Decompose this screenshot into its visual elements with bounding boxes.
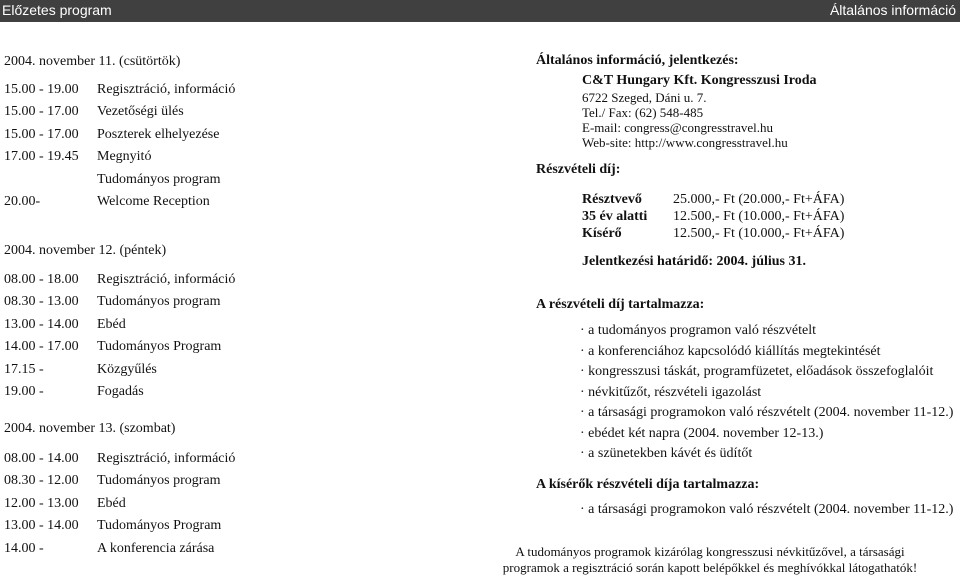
schedule-event: Fogadás [97,384,144,399]
schedule-time: 14.00 - 17.00 [4,339,79,355]
fee-value: 12.500,- Ft (10.000,- Ft+ÁFA) [673,226,845,241]
companion-heading: A kísérők részvételi díja tartalmazza: [536,477,760,492]
includes-item: · a szünetekben kávét és üdítőt [580,446,753,461]
day3-title: 2004. november 13. (szombat) [4,421,176,436]
schedule-time: 15.00 - 19.00 [4,82,79,97]
schedule-time: 08.00 - 14.00 [4,451,79,466]
schedule-event: Welcome Reception [97,194,210,209]
header-right-title: Általános információ [829,2,956,18]
schedule-event: Tudományos program [97,473,221,489]
includes-item: · a konferenciához kapcsolódó kiállítás megtekintését [580,343,881,359]
schedule-event: Vezetőségi ülés [97,104,184,120]
fee-label: 35 év alatti [582,209,648,224]
info-email: E-mail: congress@congresstravel.hu [582,120,774,135]
fee-value: 25.000,- Ft (20.000,- Ft+ÁFA) [673,192,845,207]
schedule-time: 15.00 - 17.00 [4,104,79,120]
schedule-event: Közgyűlés [97,361,157,377]
schedule-event: Regisztráció, információ [97,82,236,97]
includes-item: · a tudományos programon való részvételt [580,323,816,338]
companion-item: · a társasági programokon való részvételt (2004. november 11-12.) [580,502,954,517]
schedule-time: 08.30 - 13.00 [4,294,79,310]
schedule-time: 08.30 - 12.00 [4,473,79,489]
schedule-event: Regisztráció, információ [97,451,236,466]
header-left-title: Előzetes program [2,2,112,18]
schedule-event: Tudományos Program [97,339,222,355]
schedule-time: 19.00 - [4,384,44,399]
fee-value: 12.500,- Ft (10.000,- Ft+ÁFA) [673,209,845,224]
schedule-event: Regisztráció, információ [97,272,236,287]
schedule-time: 20.00- [4,194,41,209]
day1-title: 2004. november 11. (csütörtök) [4,54,181,69]
schedule-time: 08.00 - 18.00 [4,272,79,287]
note-line-1: A tudományos programok kizárólag kongresszusi névkitűzővel, a társasági [515,544,905,559]
includes-item: · kongresszusi táskát, programfüzetet, előadások összefoglalóit [580,364,934,379]
schedule-time: 12.00 - 13.00 [4,495,79,511]
fee-label: Kísérő [582,226,622,241]
info-web: Web-site: http://www.congresstravel.hu [582,135,788,150]
info-heading: Általános információ, jelentkezés: [536,53,739,68]
schedule-time: 13.00 - 14.00 [4,518,79,534]
includes-item: · névkitűzőt, részvételi igazolást [580,384,762,400]
schedule-time: 17.15 - [4,361,44,377]
schedule-event: Tudományos program [97,294,221,310]
info-address: 6722 Szeged, Dáni u. 7. [582,90,707,105]
schedule-event: Tudományos Program [97,518,222,534]
schedule-time: 13.00 - 14.00 [4,316,79,332]
schedule-event: A konferencia zárása [97,540,215,556]
schedule-event: Tudományos program [97,171,221,187]
day2-title: 2004. november 12. (péntek) [4,243,167,258]
schedule-event: Poszterek elhelyezése [97,126,220,142]
schedule-event: Megnyitó [97,149,152,165]
note-line-2: programok a regisztráció során kapott belépőkkel és meghívókkal látogathatók! [502,560,918,575]
info-org: C&T Hungary Kft. Kongresszusi Iroda [582,73,817,88]
info-tel: Tel./ Fax: (62) 548-485 [582,105,704,120]
schedule-event: Ebéd [97,495,126,511]
includes-heading: A részvételi díj tartalmazza: [536,297,705,312]
schedule-time: 17.00 - 19.45 [4,149,79,165]
schedule-event: Ebéd [97,316,126,332]
includes-item: · ebédet két napra (2004. november 12-13.) [580,425,824,441]
header-bar [0,0,960,22]
fee-deadline: Jelentkezési határidő: 2004. július 31. [582,254,806,269]
schedule-time: 14.00 - [4,540,44,556]
fee-label: Résztvevő [582,192,642,207]
fee-heading: Részvételi díj: [536,162,621,177]
schedule-time: 15.00 - 17.00 [4,126,79,142]
includes-item: · a társasági programokon való részvételt (2004. november 11-12.) [580,405,954,420]
